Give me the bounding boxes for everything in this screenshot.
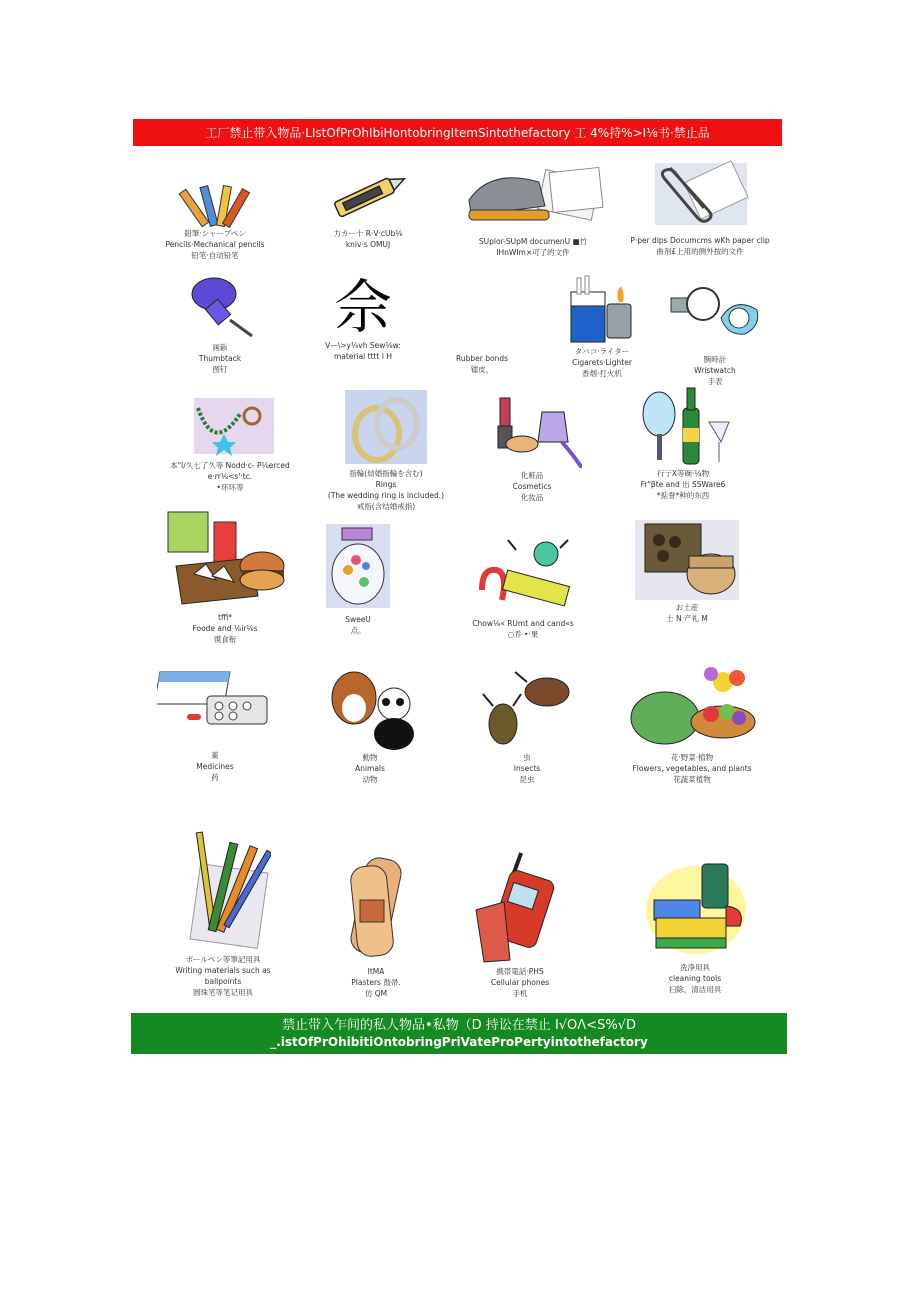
item-caption: 画鋲 Thumbtack 图钉	[198, 343, 242, 374]
item-plasters	[336, 856, 416, 999]
item-caption: 力カー十 R·V·cUb⅛ kniv·s OMUJ	[333, 229, 403, 249]
item-caption: ItMA Plasters 鼓帚. 仿 QM	[351, 967, 401, 998]
item-insects	[472, 668, 582, 785]
item-candies	[468, 530, 578, 640]
item-glassware	[628, 386, 738, 501]
pens-icon	[175, 828, 271, 950]
plasters-icon	[344, 856, 408, 960]
jewelry-icon	[184, 394, 276, 456]
candies-icon	[468, 530, 578, 612]
item-wristwatch	[660, 276, 770, 387]
item-writing-materials	[168, 828, 278, 998]
item-stapler	[458, 160, 608, 258]
food-icon	[162, 508, 288, 608]
stapler-icon	[461, 160, 606, 232]
item-caption: お土産 士 N 产礼 M	[666, 603, 708, 623]
item-souvenirs	[632, 516, 742, 624]
item-caption: ボールペン等筆記用具 Writing materials such as ballpoints 圆珠笔等笔记用具	[175, 955, 271, 997]
item-caption: 薬 Medicines 药	[196, 751, 234, 782]
item-caption: タバコ·ライター Cigarets·Lighter 香烟·打火机	[572, 347, 632, 378]
footer-title-en: _.istOfPrOhibitiOntobringPriVateProPertyintothefactory	[270, 1034, 648, 1049]
utility-knife-icon	[323, 158, 413, 228]
item-caption: 動物 Animals 动物	[355, 753, 385, 784]
item-plants	[622, 664, 762, 785]
footer-banner	[131, 1013, 787, 1054]
candy-jar-icon	[322, 520, 394, 610]
animals-icon	[320, 664, 420, 752]
souvenir-icon	[633, 516, 741, 602]
item-medicines	[155, 666, 275, 783]
item-sweets	[322, 520, 394, 636]
item-caption: V—\>y⅛vh Sew⅛w: material tttt I H	[325, 341, 401, 361]
item-caption: 虫 Insects 昆虫	[513, 753, 541, 784]
thumbtack-icon	[180, 272, 260, 340]
item-caption: 本"l∕久七了久等 Nodd·c- P⅛erced e·rr⅛<s'·tc. •环环等	[170, 461, 290, 492]
item-cosmetics	[482, 392, 582, 503]
item-caption: SUplor-SUpM documenU ■竹 IHnWIm×可了的文件	[478, 237, 588, 257]
glyph-icon: 佘	[333, 273, 392, 341]
item-food	[160, 508, 290, 645]
item-caption: 行亍X等碗·¼物 Fr"βte and 出 SSWare6 *掂誉*种的东西	[640, 469, 726, 500]
cigarettes-lighter-icon	[565, 274, 639, 346]
item-caption: 洗浄用具 cleaning tools 扫除，清洁用具	[668, 963, 722, 994]
item-jewelry	[165, 394, 295, 493]
plants-icon	[625, 664, 759, 752]
item-sewing	[318, 273, 408, 362]
item-caption: 指輪(結婚指輪を含む) Rings (The wedding ring is included.) 戒指(含结婚戒指)	[327, 469, 445, 511]
item-caption: 花·野菜·植物 Flowers, vegetables, and plants 花蔬菜植物	[632, 753, 752, 784]
item-caption: Chow⅛« RUmt and cand«s ○乔·•·果	[472, 619, 574, 639]
cosmetics-icon	[482, 392, 582, 468]
paper-clip-icon	[650, 158, 750, 230]
insects-icon	[475, 668, 579, 752]
item-caption: Rubber bonds 镭皮，	[455, 354, 508, 374]
item-caption: 腕時計 Wristwatch 手表	[694, 355, 736, 386]
sponge-icon	[642, 856, 748, 960]
header-banner	[133, 119, 782, 146]
rings-icon	[343, 388, 429, 466]
footer-title-cn: 禁止带入乍间的私人物品•私物（D 持讼在禁止 I√OΛ<S%√D	[282, 1017, 636, 1033]
item-cleaning-tools	[640, 856, 750, 995]
item-pencils	[165, 158, 265, 261]
item-paper-clip	[625, 158, 775, 257]
item-cigarettes	[562, 274, 642, 379]
item-animals	[320, 664, 420, 785]
wristwatch-icon	[665, 276, 765, 344]
item-cellphones	[460, 850, 580, 999]
pencils-icon	[170, 158, 260, 228]
item-caption: tffi* Foode and ⅛ir⅛s 馍食衔	[192, 613, 258, 644]
cellphone-icon	[470, 850, 570, 964]
item-caption: P·per dips Documcms wKh paper clip 曲剂£上用的侧外按的文件	[630, 236, 770, 256]
item-caption: SweeU 点。	[345, 615, 371, 635]
item-caption: 鉛筆·シャープペン Pencils·Mechanical pencils 铅笔·自动铅笔	[165, 229, 265, 260]
item-rings	[326, 388, 446, 512]
item-caption: 化粧品 Cosmetics 化妆品	[512, 471, 552, 502]
header-title: 工厂禁止带入物品·LIstOfPrOhIbiHontobringItemSintothefactory 工 4%持%>I⅛书·禁止品	[205, 126, 710, 140]
bottle-glass-icon	[633, 386, 733, 466]
item-caption: 携帯電話·PHS Cellular phones 手机	[490, 967, 550, 998]
item-utility-knife	[318, 158, 418, 250]
item-rubber-bands	[452, 353, 512, 375]
item-thumbtack	[170, 272, 270, 375]
medicine-icon	[157, 666, 273, 746]
